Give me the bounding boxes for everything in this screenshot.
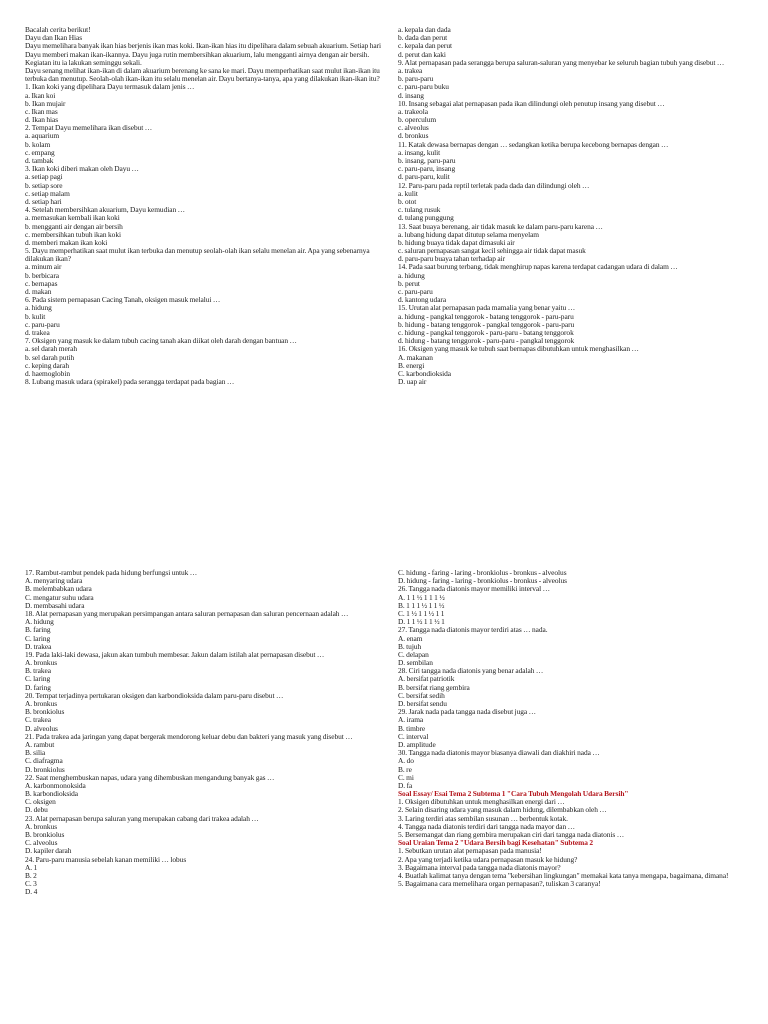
question-line: 11. Katak dewasa bernapas dengan … sedangkan ketika berupa kecebong bernapas dengan … [398, 139, 669, 149]
column-left-top [25, 26, 385, 386]
text-line: Bacalah cerita berikut! [25, 25, 91, 34]
answer-option: D. membasahi udara [25, 600, 85, 610]
answer-option: c. kepala dan perut [398, 41, 452, 51]
question-line: 4. Tangga nada diatonis terdiri dari tangga nada mayor dan … [398, 821, 576, 831]
question-line: 22. Saat menghembuskan napas, udara yang dihembuskan mengandung banyak gas … [25, 772, 275, 782]
answer-option: B. melembabkan udara [25, 584, 92, 594]
question-line: 5. Dayu memperhatikan saat mulut ikan terbuka dan menutup seolah-olah ikan selalu menelan air. Apa yang sebenarnya dilakukan ikan? [25, 246, 370, 264]
answer-option: D. hidung - faring - laring - bronkiolus - bronkus - alveolus [398, 576, 567, 586]
question-line: 5. Bersemangat dan riang gembira merupakan ciri dari tangga nada diatonis … [398, 830, 625, 839]
question-line: 6. Pada sistem pernapasan Cacing Tanah, oksigen masuk melalui … [25, 295, 221, 305]
answer-option: D. alveolus [25, 723, 58, 733]
answer-option: A. irama [398, 715, 424, 725]
answer-option: A. 1 [25, 862, 38, 872]
answer-option: b. setiap sore [25, 180, 63, 190]
question-line: 5. Bagaimana cara memelihara organ pernapasan?, tuliskan 3 caranya! [398, 879, 601, 889]
answer-option: d. paru-paru buaya tahan terhadap air [398, 254, 506, 264]
answer-option: d. memberi makan ikan koki [25, 237, 108, 247]
answer-option: C. laring [25, 674, 51, 684]
answer-option: C. karbondioksida [398, 368, 452, 378]
answer-option: b. operculum [398, 115, 437, 125]
answer-option: d. setiap hari [25, 196, 62, 206]
answer-option: d. tulang punggung [398, 213, 454, 223]
section-heading: Soal Essay/ Esai Tema 2 Subtema 1 "Cara Tubuh Mengolah Udara Bersih" [398, 789, 629, 799]
question-line: 12. Paru-paru pada reptil terletak pada dada dan dilindungi oleh … [398, 180, 590, 190]
answer-option: a. kepala dan dada [398, 25, 451, 34]
answer-option: A. bronkus [25, 699, 58, 708]
column-right-bottom [398, 569, 758, 888]
answer-option: d. makan [25, 287, 52, 296]
question-line: 19. Pada laki-laki dewasa, jakun akan tumbuh membesar. Jakun dalam istilah alat pernapasan disebut … [25, 649, 325, 659]
answer-option: B. bersifat riang gembira [398, 682, 470, 692]
answer-option: C. laring [25, 633, 51, 643]
answer-option: d. kantong udara [398, 295, 447, 305]
answer-option: b. insang, paru-paru [398, 156, 456, 165]
answer-option: C. 3 [25, 879, 37, 889]
answer-option: D. faring [25, 682, 51, 692]
answer-option: b. paru-paru [398, 74, 434, 84]
answer-option: d. paru-paru, kulit [398, 172, 450, 182]
question-line: 8. Lubang masuk udara (spirakel) pada serangga terdapat pada bagian … [25, 377, 235, 387]
answer-option: B. timbre [398, 723, 426, 733]
answer-option: D. 1 1 ½ 1 1 ½ 1 [398, 617, 445, 627]
answer-option: a. aquarium [25, 131, 60, 141]
answer-option: b. kolam [25, 139, 51, 149]
question-line: 18. Alat pernapasan yang merupakan persimpangan antara saluran pernapasan dan saluran pencernaan adalah … [25, 608, 349, 618]
question-line: 3. Ikan koki diberi makan oleh Dayu … [25, 164, 139, 174]
text-line: Dayu memelihara banyak ikan hias berjenis ikan mas koki. Ikan-ikan hias itu dipelihara dalam sebuah akuarium. Setiap hari Dayu memberi makan ikan-ikannya. Dayu juga rutin membersihkan akuarium, lalu mengganti airnya dengan air bersih. Kegiatan itu ia lakukan seminggu sekali. [25, 41, 382, 67]
question-line: 14. Pada saat burung terbang, tidak menghirup napas karena terdapat cadangan udara di dalam … [398, 262, 678, 272]
answer-option: A. do [398, 756, 414, 766]
answer-option: a. Ikan koi [25, 90, 56, 100]
answer-option: D. fa [398, 780, 413, 790]
answer-option: b. Ikan mujair [25, 98, 66, 108]
question-line: 4. Buatlah kalimat tanya dengan tema "kebersihan lingkungan" memakai kata tanya mengapa, bagaimana, dimana! [398, 870, 729, 880]
answer-option: b. perut [398, 278, 420, 288]
answer-option: C. diafragma [25, 756, 63, 766]
answer-option: c. paru-paru buku [398, 82, 449, 92]
question-line: 3. Laring terdiri atas sembilan susunan … berbentuk kotak. [398, 813, 568, 823]
answer-option: d. tambak [25, 156, 54, 165]
answer-option: c. setiap malam [25, 188, 70, 198]
answer-option: a. memasukan kembali ikan koki [25, 213, 120, 223]
question-line: 30. Tangga nada diatonis mayor biasanya diawali dan diakhiri nada … [398, 748, 600, 758]
question-line: 7. Oksigen yang masuk ke dalam tubuh cacing tanah akan diikat oleh darah dengan bantuan … [25, 336, 297, 346]
answer-option: C. mi [398, 772, 414, 782]
answer-option: a. setiap pagi [25, 172, 63, 182]
answer-option: b. sel darah putih [25, 352, 75, 362]
answer-option: C. delapan [398, 649, 429, 659]
answer-option: b. kulit [25, 311, 46, 321]
question-line: 4. Setelah membersihkan akuarium, Dayu kemudian … [25, 205, 185, 215]
question-line: 17. Rambut-rambut pendek pada hidung berfungsi untuk … [25, 568, 198, 577]
answer-option: c. bernapas [25, 278, 58, 288]
question-line: 28. Ciri tangga nada diatonis yang benar adalah … [398, 666, 544, 676]
answer-option: D. trakea [25, 641, 52, 651]
answer-option: C. hidung - faring - laring - bronkiolus - bronkus - alveolus [398, 568, 567, 577]
answer-option: b. otot [398, 196, 417, 206]
answer-option: D. bronkiolus [25, 764, 65, 774]
question-line: 9. Alat pernapasan pada serangga berupa saluran-saluran yang menyebar ke seluruh bagian tubuh yang disebut … [398, 57, 725, 67]
question-line: 20. Tempat terjadinya pertukaran oksigen dan karbondioksida dalam paru-paru disebut … [25, 690, 284, 700]
question-line: 27. Tangga nada diatonis mayor terdiri atas … nada. [398, 625, 548, 635]
answer-option: a. trakea [398, 65, 423, 75]
answer-option: B. silia [25, 748, 46, 758]
answer-option: C. mengatur suhu udara [25, 592, 94, 602]
answer-option: d. haemoglobin [25, 368, 70, 378]
answer-option: a. trakeola [398, 106, 428, 116]
answer-option: b. hidung buaya tidak dapat dimasuki air [398, 237, 515, 247]
text-line: Dayu senang melihat ikan-ikan di dalam akuarium berenang ke sana ke mari. Dayu memperhatikan saat mulut ikan-ikan itu terbuka dan menutup. Seolah-olah ikan-ikan itu selalu menelan air. Dayu bertanya-tanya, apa yang dilakukan ikan-ikan itu? [25, 65, 380, 84]
answer-option: A. hidung [25, 617, 54, 627]
question-line: 1. Ikan koki yang dipelihara Dayu termasuk dalam jenis … [25, 82, 195, 92]
answer-option: c. keping darah [25, 360, 70, 370]
question-line: 1. Sebutkan urutan alat pernapasan pada manusia! [398, 846, 542, 856]
answer-option: D. kapiler darah [25, 846, 72, 856]
answer-option: D. sembilan [398, 658, 433, 668]
answer-option: B. energi [398, 360, 425, 370]
question-line: 21. Pada trakea ada jaringan yang dapat bergerak mendorong keluar debu dan bakteri yang masuk yang disebut … [25, 731, 353, 741]
question-line: 2. Tempat Dayu memelihara ikan disebut … [25, 123, 153, 133]
answer-option: C. alveolus [25, 838, 58, 848]
answer-option: d. bronkus [398, 131, 429, 141]
answer-option: D. uap air [398, 377, 427, 387]
answer-option: a. minum air [25, 262, 62, 272]
answer-option: B. bronkiolus [25, 707, 65, 717]
answer-option: c. paru-paru, insang [398, 164, 456, 174]
section-heading: Soal Uraian Tema 2 "Udara Bersih bagi Kesehatan" Subtema 2 [398, 838, 593, 848]
answer-option: B. tujuh [398, 641, 422, 651]
answer-option: b. berbicara [25, 270, 59, 280]
question-line: 2. Apa yang terjadi ketika udara pernapasan masuk ke hidung? [398, 854, 578, 864]
question-line: 29. Jarak nada pada tangga nada disebut juga … [398, 707, 536, 717]
answer-option: A. enam [398, 633, 423, 643]
answer-option: a. insang, kulit [398, 147, 441, 157]
answer-option: b. mengganti air dengan air bersih [25, 221, 123, 231]
answer-option: c. tulang rusuk [398, 205, 441, 215]
answer-option: C. trakea [25, 715, 51, 725]
question-line: 24. Paru-paru manusia sebelah kanan memiliki … lobus [25, 854, 187, 864]
answer-option: a. hidung [398, 270, 425, 280]
answer-option: D. bersifat sendu [398, 699, 447, 708]
column-left-bottom [25, 569, 385, 897]
answer-option: c. empang [25, 147, 55, 157]
answer-option: A. bronkus [25, 821, 58, 831]
question-line: 15. Urutan alat pernapasan pada mamalia yang benar yaitu … [398, 303, 576, 313]
answer-option: B. re [398, 764, 412, 774]
answer-option: a. hidung - pangkal tenggorok - batang tenggorok - paru-paru [398, 311, 574, 321]
column-right-top [398, 26, 758, 386]
answer-option: B. 1 1 1 ½ 1 1 ½ [398, 600, 445, 610]
answer-option: a. hidung [25, 303, 52, 313]
answer-option: c. paru-paru [25, 319, 60, 329]
answer-option: C. bersifat sedih [398, 690, 445, 700]
answer-option: C. oksigen [25, 797, 56, 807]
answer-option: c. hidung - pangkal tenggorok - paru-paru - batang tenggorok [398, 327, 574, 337]
answer-option: C. 1 ½ 1 1 ½ 1 1 [398, 608, 445, 618]
answer-option: c. alveolus [398, 123, 429, 133]
answer-option: c. saluran pernapasan sangat kecil sehingga air tidak dapat masuk [398, 246, 586, 256]
answer-option: B. karbondioksida [25, 789, 79, 799]
answer-option: B. 2 [25, 870, 37, 880]
answer-option: B. faring [25, 625, 51, 635]
text-line: Dayu dan Ikan Hias [25, 33, 83, 43]
answer-option: b. dada dan perut [398, 33, 448, 43]
answer-option: A. 1 1 ½ 1 1 1 ½ [398, 592, 445, 602]
answer-option: c. membersihkan tubuh ikan koki [25, 229, 121, 239]
answer-option: d. trakea [25, 327, 50, 337]
question-line: 1. Oksigen dibutuhkan untuk menghasilkan energi dari … [398, 797, 565, 807]
answer-option: A. karbonmonoksida [25, 780, 86, 790]
question-line: 3. Bagaimana interval pada tangga nada diatonis mayor? [398, 862, 561, 872]
answer-option: A. rambut [25, 739, 55, 749]
answer-option: c. Ikan mas [25, 106, 58, 116]
question-line: 2. Selain disaring udara yang masuk dalam hidung, dilembabkan oleh … [398, 805, 607, 815]
answer-option: d. Ikan hias [25, 115, 59, 125]
question-line: 23. Alat pernapasan berupa saluran yang merupakan cabang dari trakea adalah … [25, 813, 259, 823]
question-line: 10. Insang sebagai alat pernapasan pada ikan dilindungi oleh penutup insang yang disebut … [398, 98, 665, 108]
answer-option: c. paru-paru [398, 287, 433, 296]
answer-option: B. bronkiolus [25, 830, 65, 839]
question-line: 16. Oksigen yang masuk ke tubuh saat bernapas dibutuhkan untuk menghasilkan … [398, 344, 639, 354]
answer-option: d. insang [398, 90, 424, 100]
answer-option: C. interval [398, 731, 429, 741]
answer-option: A. bronkus [25, 658, 58, 668]
answer-option: A. makanan [398, 352, 433, 362]
answer-option: a. sel darah merah [25, 344, 77, 354]
answer-option: a. kulit [398, 188, 418, 198]
answer-option: B. trakea [25, 666, 51, 676]
answer-option: D. 4 [25, 887, 38, 897]
answer-option: D. amplitude [398, 739, 436, 749]
answer-option: A. menyaring udara [25, 576, 83, 586]
answer-option: d. hidung - batang tenggorok - paru-paru - pangkal tenggorok [398, 336, 575, 346]
answer-option: A. bersifat patriotik [398, 674, 455, 684]
question-line: 13. Saat buaya berenang, air tidak masuk ke dalam paru-paru karena … [398, 221, 603, 231]
answer-option: a. lubang hidung dapat ditutup selama menyelam [398, 229, 540, 239]
answer-option: b. hidung - batang tenggorok - pangkal tenggorok - paru-paru [398, 319, 575, 329]
answer-option: D. debu [25, 805, 48, 815]
answer-option: d. perut dan kaki [398, 49, 446, 59]
question-line: 26. Tangga nada diatonis mayor memiliki interval … [398, 584, 550, 594]
